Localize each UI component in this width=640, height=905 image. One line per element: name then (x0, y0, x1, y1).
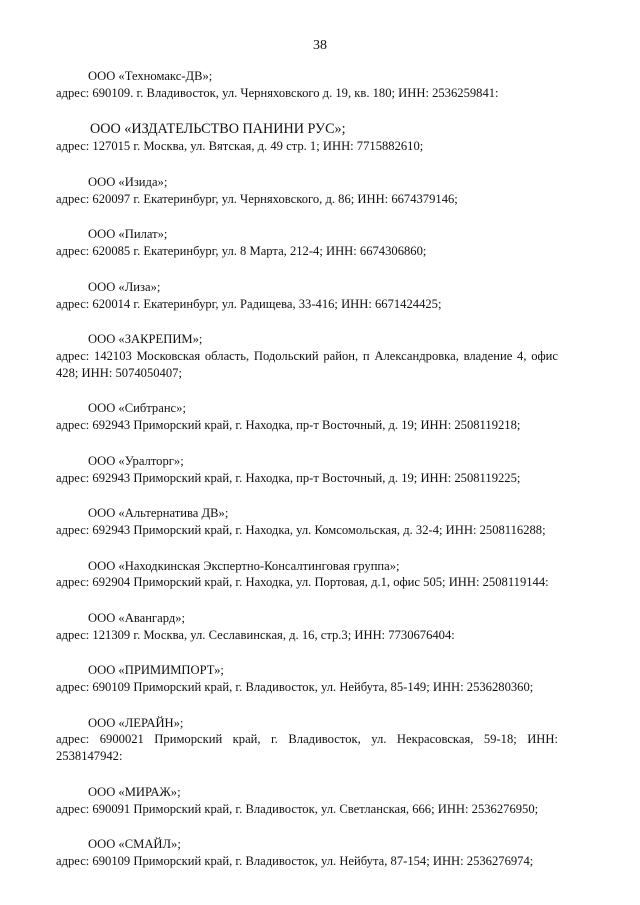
company-address: адрес: 620085 г. Екатеринбург, ул. 8 Марта, 212-4; ИНН: 6674306860; (56, 244, 427, 259)
company-entry (56, 400, 558, 434)
company-name: ООО «Авангард»; (88, 610, 186, 625)
company-entry (56, 505, 558, 539)
company-address: адрес: 620097 г. Екатеринбург, ул. Черняховского, д. 86; ИНН: 6674379146; (56, 191, 458, 206)
company-address: адрес: 690109. г. Владивосток, ул. Черняховского д. 19, кв. 180; ИНН: 2536259841: (56, 85, 499, 100)
company-entry (56, 836, 558, 870)
company-name: ООО «Альтернатива ДВ»; (88, 506, 229, 521)
company-entry (56, 662, 558, 696)
company-entry (56, 68, 558, 102)
company-address: адрес: 6900021 Приморский край, г. Владивосток, ул. Некрасовская, 59-18; ИНН: 2538147942: (56, 732, 558, 764)
company-name: ООО «Техномакс-ДВ»; (88, 69, 213, 83)
company-address: адрес: 692943 Приморский край, г. Находка, ул. Комсомольская, д. 32-4; ИНН: 2508116288; (56, 522, 546, 537)
company-entry (56, 558, 558, 592)
company-list (56, 68, 558, 889)
company-entry (56, 226, 558, 260)
company-entry (56, 715, 558, 765)
company-entry (56, 120, 558, 155)
company-address: адрес: 692943 Приморский край, г. Находка, пр-т Восточный, д. 19; ИНН: 2508119218; (56, 418, 521, 433)
company-entry (56, 784, 558, 818)
company-address: адрес: 690091 Приморский край, г. Владивосток, ул. Светланская, 666; ИНН: 2536276950; (56, 801, 539, 816)
company-name: ООО «Лиза»; (88, 279, 161, 294)
company-entry (56, 331, 558, 381)
company-entry (56, 279, 558, 313)
company-name: ООО «Изида»; (88, 174, 168, 189)
company-address: адрес: 690109 Приморский край, г. Владивосток, ул. Нейбута, 87-154; ИНН: 2536276974; (56, 854, 534, 869)
company-name: ООО «ЗАКРЕПИМ»; (88, 332, 203, 347)
company-address: адрес: 127015 г. Москва, ул. Вятская, д. 49 стр. 1; ИНН: 7715882610; (56, 139, 424, 154)
company-name: ООО «МИРАЖ»; (88, 784, 181, 799)
company-address: адрес: 142103 Московская область, Подольский район, п Александровка, владение 4, офис 428; ИНН: 5074050407; (56, 348, 558, 380)
company-name: ООО «Сибтранс»; (88, 401, 186, 416)
company-name: ООО «СМАЙЛ»; (88, 837, 181, 852)
company-name: ООО «Уралторг»; (88, 453, 184, 468)
company-address: адрес: 121309 г. Москва, ул. Сеславинская, д. 16, стр.3; ИНН: 7730676404: (56, 627, 455, 642)
company-address: адрес: 620014 г. Екатеринбург, ул. Радищева, 33-416; ИНН: 6671424425; (56, 296, 442, 311)
company-name: ООО «Находкинская Экспертно-Консалтинговая группа»; (88, 558, 400, 573)
company-address: адрес: 690109 Приморский край, г. Владивосток, ул. Нейбута, 85-149; ИНН: 2536280360; (56, 680, 534, 695)
company-name: ООО «ЛЕРАЙН»; (88, 715, 184, 730)
company-entry (56, 610, 558, 644)
company-address: адрес: 692943 Приморский край, г. Находка, пр-т Восточный, д. 19; ИНН: 2508119225; (56, 470, 521, 485)
company-name: ООО «ПРИМИМПОРТ»; (88, 663, 224, 678)
company-entry (56, 453, 558, 487)
page-number: 38 (313, 38, 327, 53)
company-name: ООО «Пилат»; (88, 227, 168, 242)
company-address: адрес: 692904 Приморский край, г. Находка, ул. Портовая, д.1, офис 505; ИНН: 2508119144: (56, 575, 549, 590)
company-name: ООО «ИЗДАТЕЛЬСТВО ПАНИНИ РУС»; (90, 121, 346, 138)
company-entry (56, 174, 558, 208)
